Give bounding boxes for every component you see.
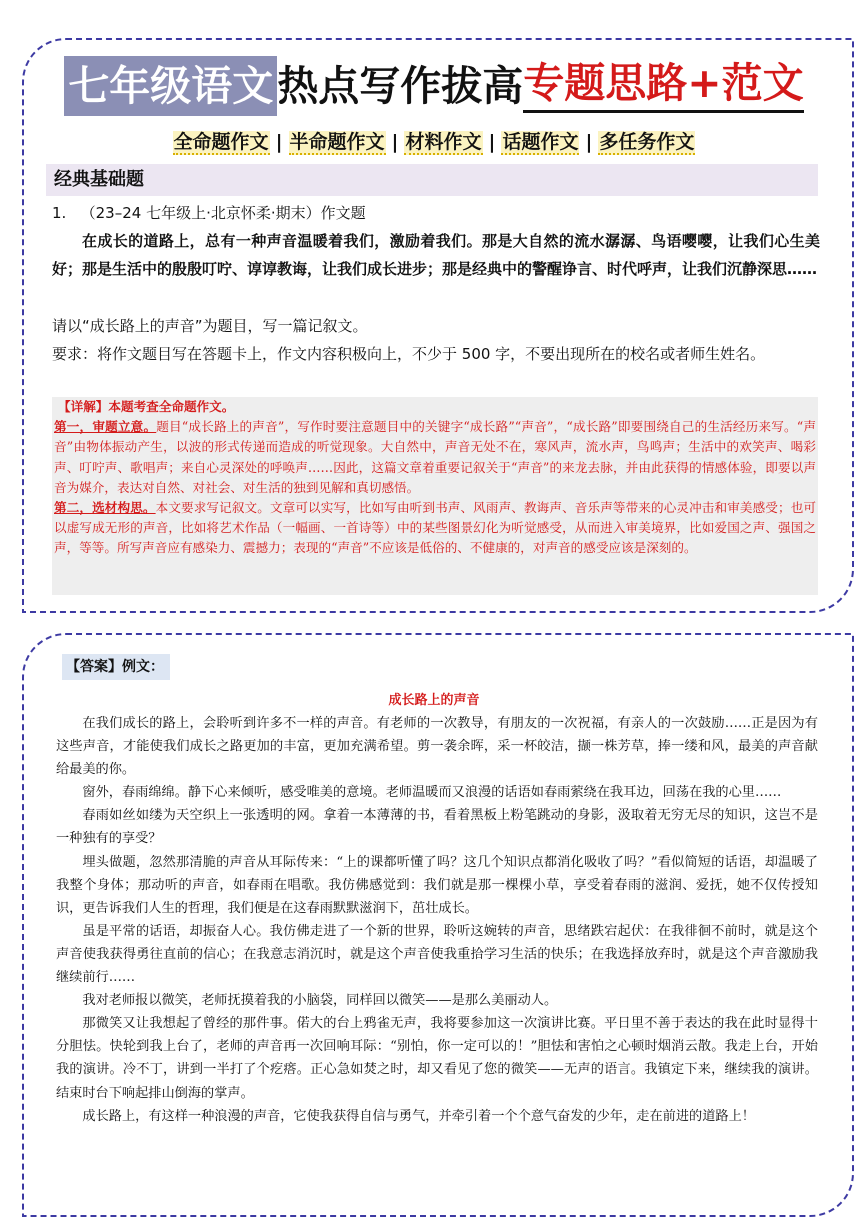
detail-point2 xyxy=(54,498,816,559)
point2-label: 第二，选材构思。 xyxy=(54,500,156,516)
detail-point1 xyxy=(54,417,816,498)
question-prompt: 请以“成长路上的声音”为题目，写一篇记叙文。 xyxy=(52,317,368,335)
page-title xyxy=(0,56,868,116)
essay-paragraph: 虽是平常的话语，却振奋人心。我仿佛走进了一个新的世界，聆听这婉转的声音，思绪跌宕起伏：在我徘徊不前时，就是这个声音使我获得勇往直前的信心；在我意志消沉时，就是这个声音使我重拾学习生活的快乐；在我选择放弃时，就是这个声音激励我继续前行…… xyxy=(56,923,818,986)
essay-paragraph: 我对老师报以微笑，老师抚摸着我的小脑袋，同样回以微笑——是那么美丽动人。 xyxy=(82,993,558,1009)
essay-body xyxy=(56,712,818,1128)
category-half-title: 半命题作文 xyxy=(289,131,385,153)
essay-paragraph: 成长路上，有这样一种浪漫的声音，它使我获得自信与勇气，并牵引着一个个意气奋发的少年，走在前进的道路上！ xyxy=(82,1108,755,1124)
answer-tag: 【答案】例文： xyxy=(62,654,170,680)
category-separator: | xyxy=(275,131,283,153)
essay-paragraph: 那微笑又让我想起了曾经的那件事。偌大的台上鸦雀无声，我将要参加这一次演讲比赛。平日里不善于表达的我在此时显得十分胆怯。快轮到我上台了，老师的声音再一次回响耳际：“别怕，你一定可以的！”胆怯和害怕之心顿时烟消云散。我走上台，开始我的演讲。冷不丁，讲到一半打了个疙瘩。正心急如焚之时，却又看见了您的微笑——无声的语言。我镇定下来，继续我的演讲。结束时台下响起排山倒海的掌声。 xyxy=(56,1016,818,1101)
title-focus: 专题思路+范文 xyxy=(523,56,803,113)
category-topic: 话题作文 xyxy=(502,131,579,153)
category-material: 材料作文 xyxy=(405,131,482,153)
section-title: 经典基础题 xyxy=(46,164,818,196)
point1-label: 第一，审题立意。 xyxy=(54,419,157,435)
point2-text: 本文要求写记叙文。文章可以实写，比如写由听到书声、风雨声、教诲声、音乐声等带来的心灵冲击和审美感受；也可以虚写成无形的声音，比如将艺术作品（一幅画、一首诗等）中的某些图景幻化为听觉感受，从而进入审美境界，比如爱国之声、强国之声，等等。所写声音应有感染力、震撼力；表现的“声音”不应该是低俗的、不健康的，对声音的感受应该是深刻的。 xyxy=(54,500,817,556)
essay-title: 成长路上的声音 xyxy=(388,693,480,708)
essay-paragraph: 在我们成长的路上，会聆听到许多不一样的声音。有老师的一次教导，有朋友的一次祝福，有亲人的一次鼓励……正是因为有这些声音，才能使我们成长之路更加的丰富，更加充满希望。剪一袭余晖，采一杯皎洁，撷一株芳草，捧一缕和风，最美的声音献给最美的你。 xyxy=(56,716,818,778)
point1-text: 题目“成长路上的声音”，写作时要注意题目中的关键字“成长路”“声音”，“成长路”即要围绕自己的生活经历来写。“声音”由物体振动产生，以波的形式传递而造成的听觉现象。大自然中，声音无处不在，寒风声，流水声，鸟鸣声；生活中的欢笑声、喝彩声、叮咛声、歌唱声；来自心灵深处的呼唤声……因此，这篇文章着重要记叙关于“声音”的来龙去脉，并由此获得的情感体验，即要以声音为媒介，表达对自然、对社会、对生活的独到见解和真切感悟。 xyxy=(54,419,817,495)
essay-paragraph: 窗外，春雨绵绵。静下心来倾听，感受唯美的意境。老师温暖而又浪漫的话语如春雨萦绕在我耳边，回荡在我的心里…… xyxy=(82,785,782,801)
category-full-title: 全命题作文 xyxy=(173,131,269,153)
category-multitask: 多任务作文 xyxy=(599,131,695,153)
category-separator: | xyxy=(488,131,496,153)
detail-intro: 【详解】本题考查全命题作文。 xyxy=(58,399,235,414)
category-separator: | xyxy=(391,131,399,153)
title-grade: 七年级语文 xyxy=(64,56,277,116)
essay-paragraph: 埋头做题，忽然那清脆的声音从耳际传来：“上的课都听懂了吗？这几个知识点都消化吸收了吗？”看似简短的话语，却温暖了我整个身体；那动听的声音，如春雨在唱歌。我仿佛感觉到：我们就是那一棵棵小草，享受着春雨的滋润、爱抚，她不仅传授知识，更告诉我们人生的哲理，我们便是在这春雨默默滋润下，茁壮成长。 xyxy=(56,854,818,916)
title-topic: 热点写作拔高 xyxy=(277,62,524,110)
question-source: （23–24 七年级上·北京怀柔·期末）作文题 xyxy=(80,204,366,222)
category-bar xyxy=(0,127,868,154)
question-requirement: 要求：将作文题目写在答题卡上，作文内容积极向上，不少于 500 字，不要出现所在的校名或者师生姓名。 xyxy=(52,345,766,363)
question-material: 在成长的道路上，总有一种声音温暖着我们，激励着我们。那是大自然的流水潺潺、鸟语嘤嘤，让我们心生美好；那是生活中的殷殷叮咛、谆谆教诲，让我们成长进步；那是经典中的警醒诤言、时代呼声，让我们沉静深思…… xyxy=(52,232,820,278)
category-separator: | xyxy=(585,131,593,153)
question-heading xyxy=(52,200,820,228)
question-number: 1. xyxy=(52,204,67,222)
essay-paragraph: 春雨如丝如缕为天空织上一张透明的网。拿着一本薄薄的书，看着黑板上粉笔跳动的身影，汲取着无穷无尽的知识，这岂不是一种独有的享受？ xyxy=(56,808,818,847)
detail-explanation xyxy=(52,397,818,595)
